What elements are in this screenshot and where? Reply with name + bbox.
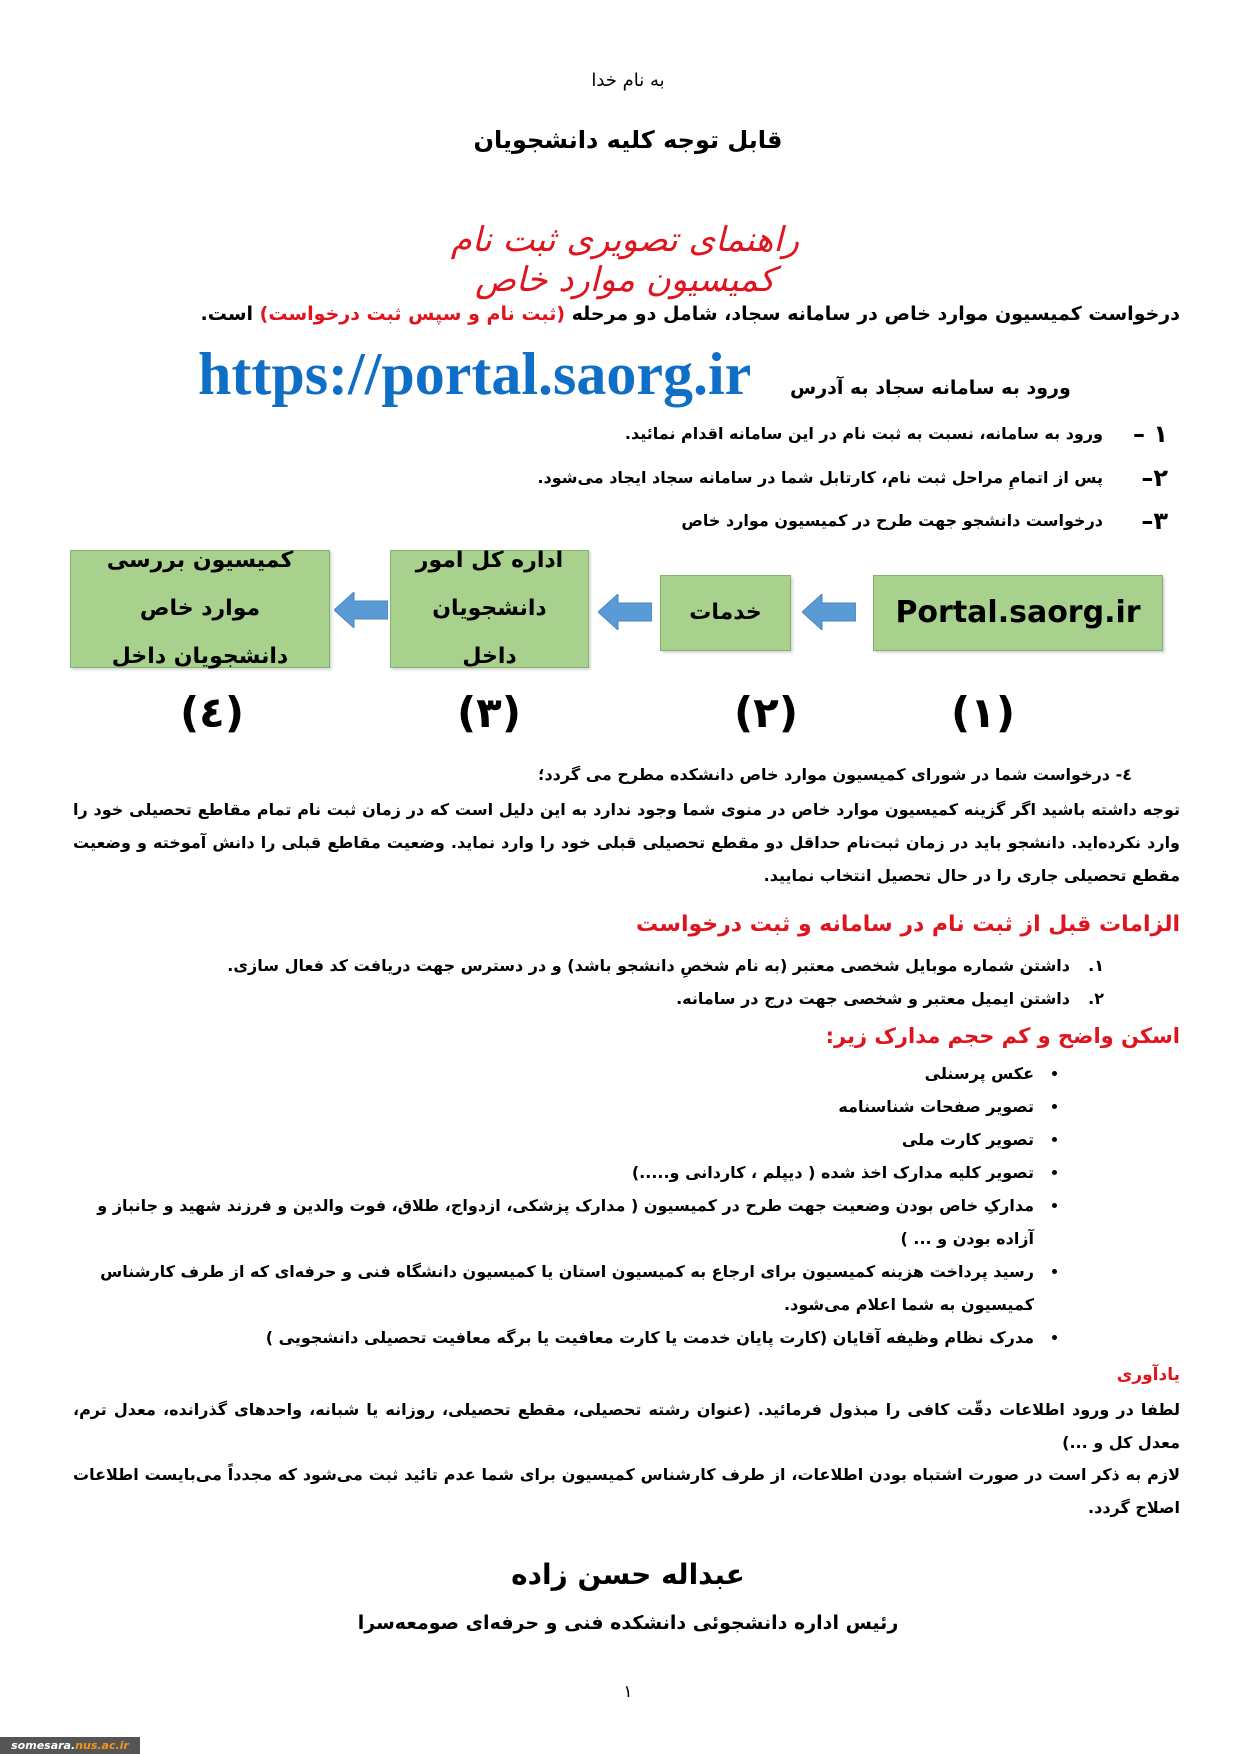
flow-number-3: (۳) xyxy=(456,688,522,737)
step-1-number: ۱ – xyxy=(1132,420,1168,448)
step-2-text: پس از اتمامِ مراحل ثبت نام، کارتابل شما در سامانه سجاد ایجاد می‌شود. xyxy=(537,468,1103,487)
flow-number-2: (۲) xyxy=(733,688,799,737)
page-title: قابل توجه کلیه دانشجویان xyxy=(473,126,783,154)
documents-list xyxy=(73,1057,1148,1354)
intro-text xyxy=(201,303,1181,325)
reminder-paragraph-1: لطفا در ورود اطلاعات دقّت کافی را مبذول فرمائید. (عنوان رشته تحصیلی، مقطع تحصیلی، روزانه یا شبانه، واحدهای گذرانده، معدل ترم، معدل کل و ...) xyxy=(73,1400,1180,1452)
flow-box-student-affairs: اداره کل امور دانشجویان داخل xyxy=(390,550,589,668)
portal-url-link[interactable]: https://portal.saorg.ir xyxy=(198,341,752,407)
document-item: • مدرک نظام وظیفه آقایان (کارت پایان خدمت یا کارت معافیت یا برگه معافیت تحصیلی دانشجویی ) xyxy=(73,1321,1040,1354)
document-item: • رسید پرداخت هزینه کمیسیون برای ارجاع به کمیسیون استان یا کمیسیون دانشگاه فنی و حرفه‌ای که از طرف کارشناس کمیسیون به شما اعلام می‌شود. xyxy=(73,1255,1040,1321)
reminder-paragraph-2: لازم به ذکر است در صورت اشتباه بودن اطلاعات، از طرف کارشناس کمیسیون برای شما عدم تائید ثبت می‌شود که مجدداً می‌بایست اطلاعات اصلاح گردد. xyxy=(73,1465,1180,1517)
watermark-part-2: nus.ac.ir xyxy=(75,1739,129,1752)
requirement-2-number: ۲. xyxy=(1088,989,1104,1008)
step-2-number: ۲– xyxy=(1141,464,1168,492)
requirement-1-number: ۱. xyxy=(1088,956,1104,975)
intro-after: است. xyxy=(200,303,260,325)
signature-name: عبداله حسن زاده xyxy=(511,1558,745,1591)
arrow-left-icon xyxy=(802,594,856,630)
requirement-2-text: داشتن ایمیل معتبر و شخصی جهت درج در سامانه. xyxy=(676,989,1070,1008)
flow-number-1: (۱) xyxy=(950,688,1016,737)
arrow-left-icon xyxy=(334,592,388,628)
requirement-1-text: داشتن شماره موبایل شخصی معتبر (به نام شخصِ دانشجو باشد) و در دسترس جهت دریافت کد فعال سازی. xyxy=(227,956,1070,975)
document-item: • تصویر صفحات شناسنامه xyxy=(73,1090,1040,1123)
document-item: • مدارکِ خاص بودن وضعیت جهت طرح در کمیسیون ( مدارک پزشکی، ازدواج، طلاق، فوت والدین و فرزند شهید و جانباز و آزاده بودن و ... ) xyxy=(73,1189,1040,1255)
watermark-part-1: somesara. xyxy=(11,1739,76,1752)
page-number: ۱ xyxy=(623,1682,633,1702)
signature-position: رئیس اداره دانشجوئی دانشکده فنی و حرفه‌ای صومعه‌سرا xyxy=(357,1612,899,1634)
reminder-heading: یادآوری xyxy=(1116,1365,1180,1385)
flow-number-4: (٤) xyxy=(179,688,245,737)
flow-box-commission: کمیسیون بررسی موارد خاص دانشجویان داخل xyxy=(70,550,330,668)
page-subtitle: راهنمای تصویری ثبت نام کمیسیون موارد خاص xyxy=(450,220,800,300)
flow-box-services: خدمات xyxy=(660,575,791,651)
document-item: • تصویر کلیه مدارک اخذ شده ( دیپلم ، کاردانی و.....) xyxy=(73,1156,1040,1189)
documents-heading: اسکن واضح و کم حجم مدارک زیر: xyxy=(825,1024,1180,1048)
document-item: • عکس پرسنلی xyxy=(73,1057,1040,1090)
step-3-text: درخواست دانشجو جهت طرح در کمیسیون موارد خاص xyxy=(681,511,1103,530)
step-1-text: ورود به سامانه، نسبت به ثبت نام در این سامانه اقدام نمائید. xyxy=(624,424,1103,443)
portal-label: ورود به سامانه سجاد به آدرس xyxy=(790,377,1071,399)
document-item: • تصویر کارت ملی xyxy=(73,1123,1040,1156)
watermark-logo xyxy=(0,1737,140,1754)
intro-highlight: (ثبت نام و سپس ثبت درخواست) xyxy=(259,303,566,325)
basmala: به نام خدا xyxy=(591,70,665,91)
menu-note-paragraph: توجه داشته باشید اگر گزینه کمیسیون موارد خاص در منوی شما وجود ندارد به این دلیل است که در زمان ثبت نام تمام مقاطع تحصیلی خود را وارد نکرده‌اید. دانشجو باید در زمان ثبت‌نام حداقل دو مقطع تحصیلی قبلی خود را وارد نماید. وضعیت مقاطع قبلی را دانش آموخته و وضعیت مقطع تحصیلی جاری را در حال تحصیل انتخاب نمایید. xyxy=(73,800,1180,885)
intro-before: درخواست کمیسیون موارد خاص در سامانه سجاد، شامل دو مرحله xyxy=(565,303,1180,325)
step-3-number: ۳– xyxy=(1141,507,1168,535)
step-4-text: ٤- درخواست شما در شورای کمیسیون موارد خاص دانشکده مطرح می گردد؛ xyxy=(538,765,1132,784)
requirements-heading: الزامات قبل از ثبت نام در سامانه و ثبت درخواست xyxy=(636,912,1180,937)
arrow-left-icon xyxy=(598,594,652,630)
flow-box-portal: Portal.saorg.ir xyxy=(873,575,1163,651)
